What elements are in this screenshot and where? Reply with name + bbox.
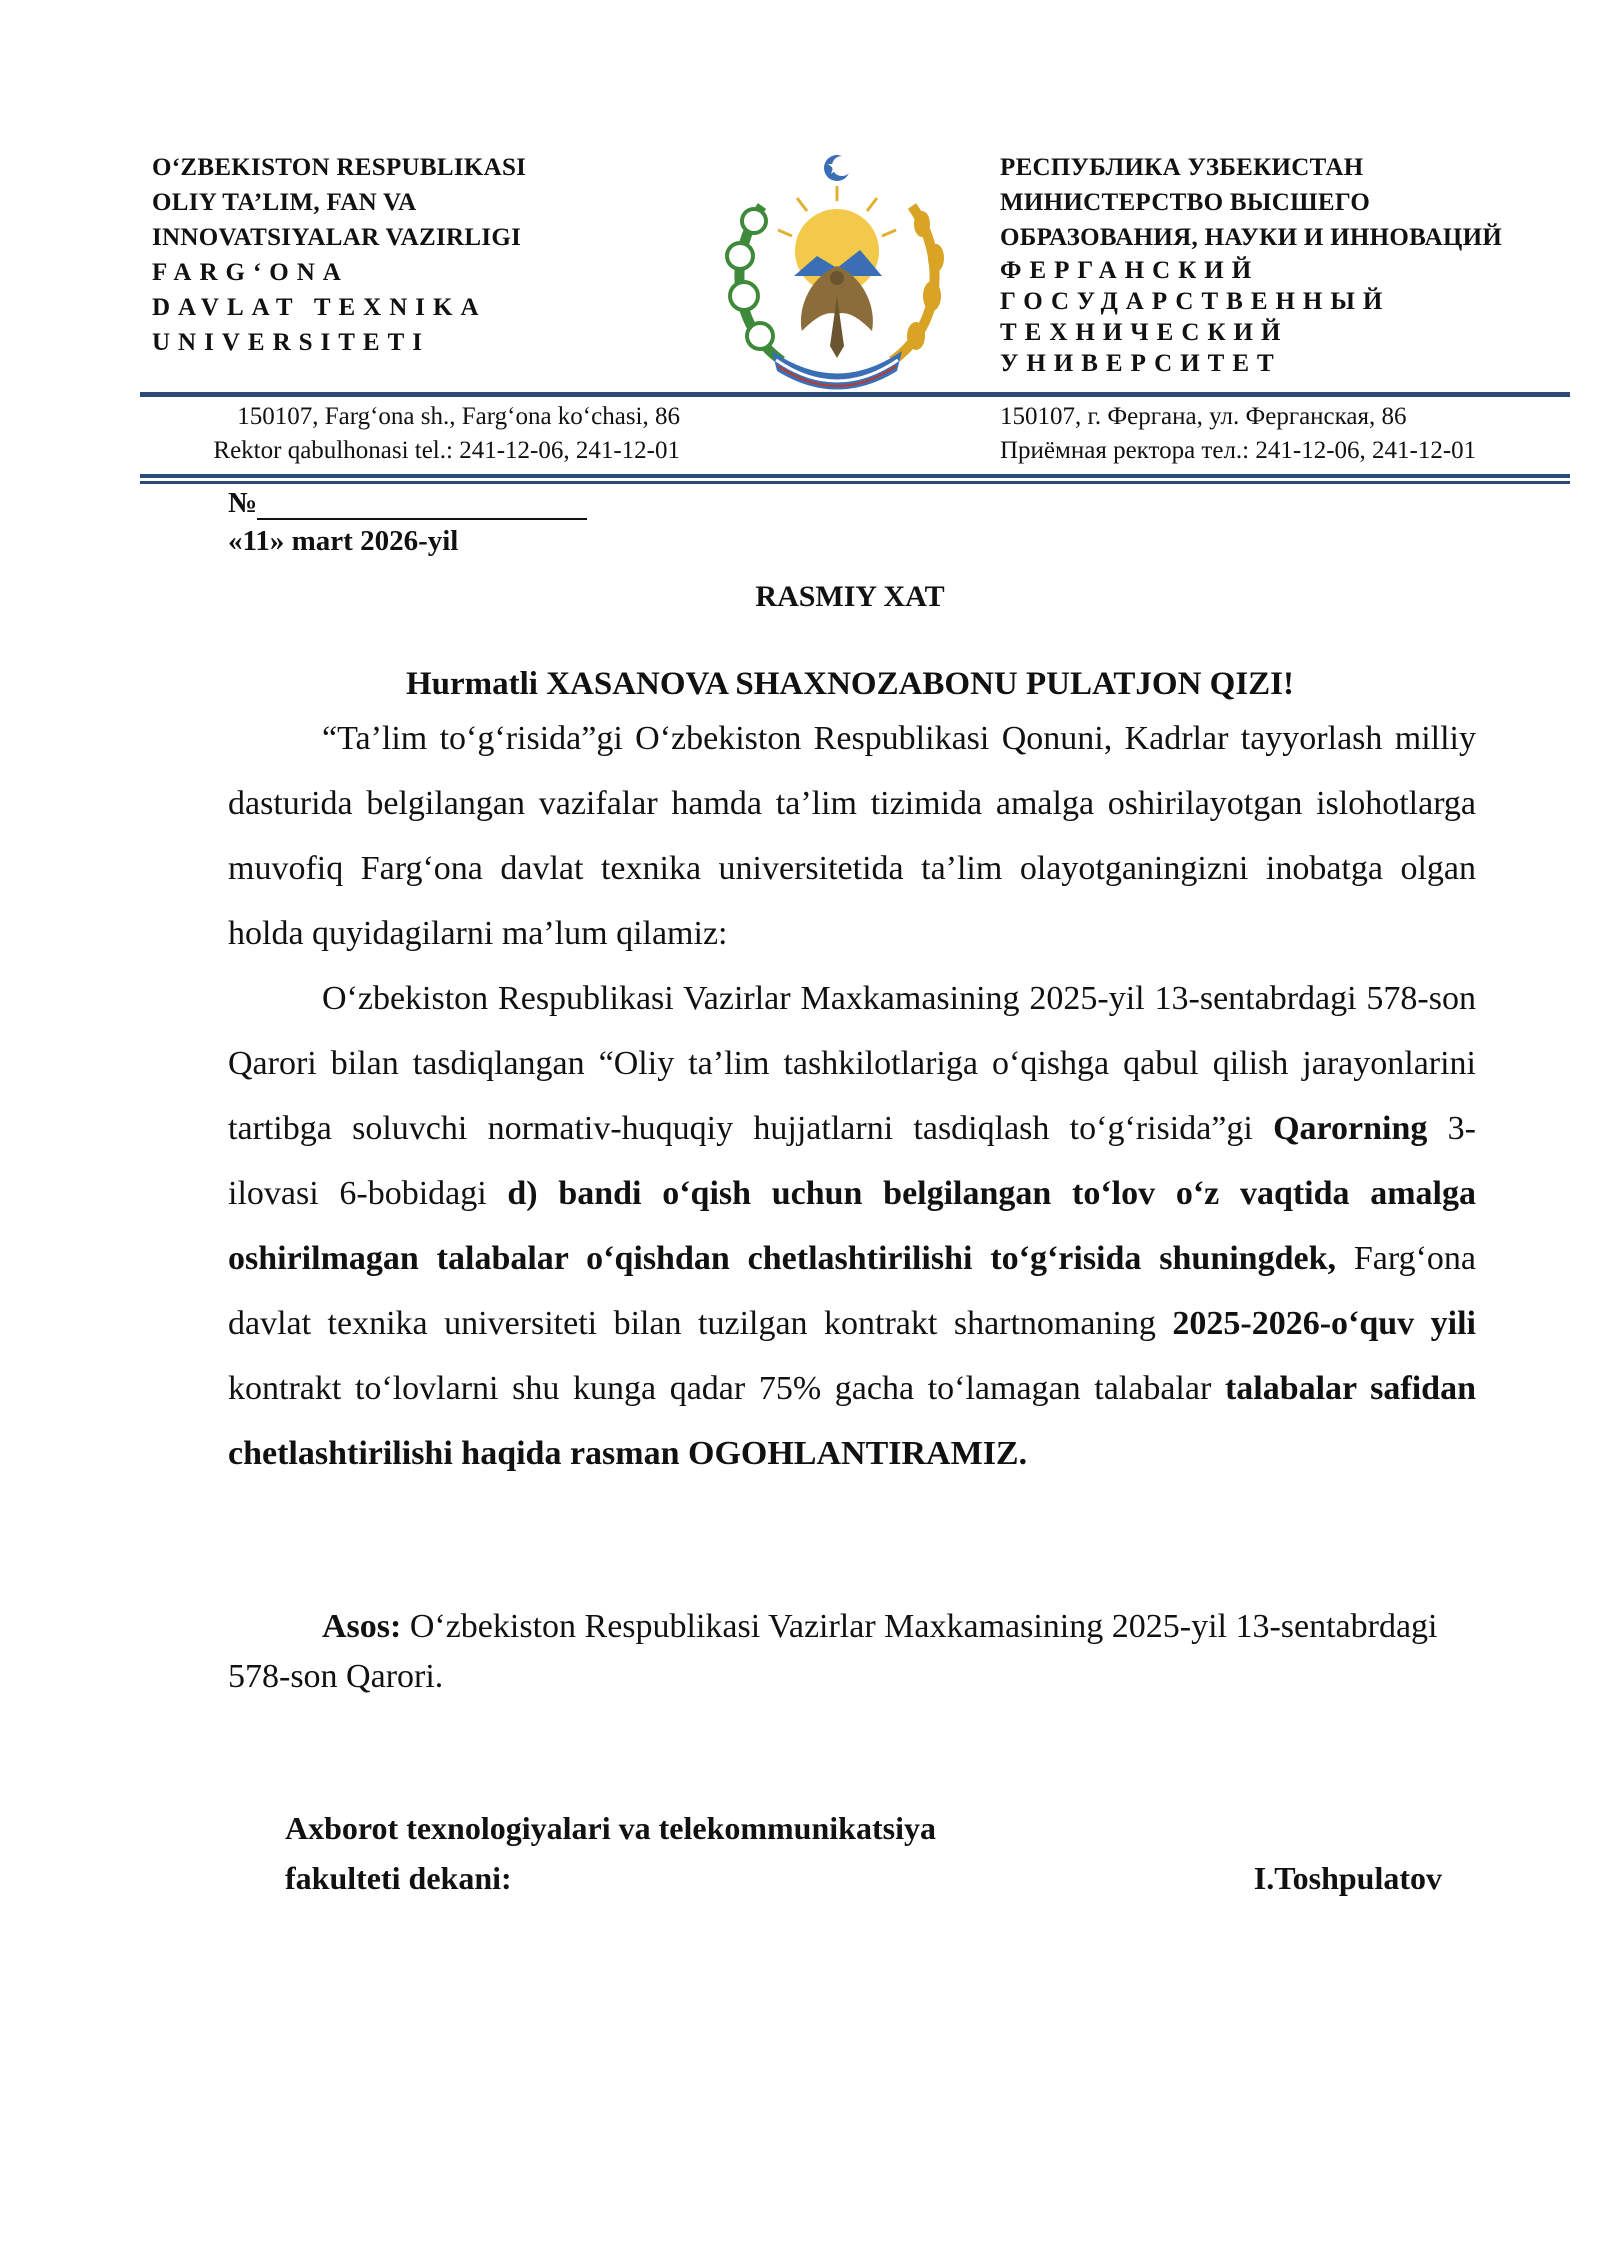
header-right-spaced-line: ТЕХНИЧЕСКИЙ <box>1000 319 1289 346</box>
header-left-spaced-line: FARG‘ONA <box>152 259 349 286</box>
header-right-spaced-line: ФЕРГАНСКИЙ <box>1000 257 1260 284</box>
header-left-spaced-line: DAVLAT TEXNIKA <box>152 294 487 321</box>
header-left-spaced-line: UNIVERSITETI <box>152 329 431 356</box>
address-left-line: Rektor qabulhonasi tel.: 241-12-06, 241-12-01 <box>213 437 680 464</box>
document-type-title: RASMIY XAT <box>755 580 945 613</box>
signer-name: I.Toshpulatov <box>1253 1860 1442 1896</box>
body-paragraph-2-text <box>228 966 1476 1486</box>
document-date: «11» mart 2026-yil <box>228 525 459 557</box>
reference-number-blank <box>257 490 587 520</box>
address-right-line: Приёмная ректора тел.: 241-12-06, 241-12-01 <box>1000 437 1477 464</box>
header-right-block <box>1000 150 1560 379</box>
signer-position-line: fakulteti dekani: <box>285 1860 512 1896</box>
header-left-line: O‘ZBEKISTON RESPUBLIKASI <box>152 154 527 181</box>
para2-bold: Qarorning <box>1273 1110 1428 1147</box>
header-divider-top <box>140 392 1570 397</box>
basis-label: Asos: <box>322 1608 402 1645</box>
header-right-line: ОБРАЗОВАНИЯ, НАУКИ И ИННОВАЦИЙ <box>1000 224 1503 251</box>
address-right <box>1000 400 1570 468</box>
reference-number-label: № <box>228 487 258 519</box>
header-right-line: РЕСПУБЛИКА УЗБЕКИСТАН <box>1000 154 1364 181</box>
address-left-line: 150107, Farg‘ona sh., Farg‘ona ko‘chasi, 86 <box>237 403 680 430</box>
header-left-line: OLIY TA’LIM, FAN VA <box>152 189 417 216</box>
body-paragraph-1 <box>228 706 1476 966</box>
para2-text: O‘zbekiston Respublikasi Vazirlar Maxkamasining 2025-yil 13-sentabrdagi 578-son Qarori bilan tasdiqlangan “Oliy ta’lim tashkilotlariga o‘qishga qabul qilish jarayonlarini tartibga soluvchi normativ-huquqiy hujjatlarni tasdiqlash to‘g‘risida”gi <box>228 980 1476 1147</box>
state-emblem-icon <box>712 146 962 396</box>
para2-bold: 2025-2026-o‘quv yili <box>1172 1305 1476 1342</box>
para2-bold: d) bandi o‘qish uchun belgilangan to‘lov o‘z vaqtida amalga oshirilmagan talabalar o‘qishdan chetlashtirilishi to‘g‘risida shuningdek, <box>228 1175 1477 1277</box>
address-left <box>140 400 700 468</box>
para2-text: 3-ilovasi 6-bobidagi <box>228 1110 1476 1212</box>
body-paragraph-2 <box>228 966 1476 1486</box>
header-left-line: INNOVATSIYALAR VAZIRLIGI <box>152 224 522 251</box>
para2-text: Farg‘ona davlat texnika universiteti bilan tuzilgan kontrakt shartnomaning <box>228 1240 1477 1342</box>
address-divider-line1 <box>140 474 1570 478</box>
header-left-block <box>152 150 712 360</box>
para2-text: kontrakt to‘lovlarni shu kunga qadar 75% gacha to‘lamagan talabalar <box>228 1370 1225 1407</box>
header-right-spaced-line: УНИВЕРСИТЕТ <box>1000 350 1282 377</box>
address-divider-line2 <box>140 481 1570 484</box>
salutation: Hurmatli XASANOVA SHAXNOZABONU PULATJON QIZI! <box>405 666 1295 702</box>
basis-body: O‘zbekiston Respublikasi Vazirlar Maxkamasining 2025-yil 13-sentabrdagi 578-son Qarori. <box>228 1608 1438 1695</box>
reference-number <box>228 487 587 520</box>
header-right-line: МИНИСТЕРСТВО ВЫСШЕГО <box>1000 189 1371 216</box>
header-right-spaced-line: ГОСУДАРСТВЕННЫЙ <box>1000 288 1391 315</box>
basis-section <box>228 1602 1476 1702</box>
address-right-line: 150107, г. Фергана, ул. Ферганская, 86 <box>1000 403 1407 430</box>
body-paragraph-1-text: “Ta’lim to‘g‘risida”gi O‘zbekiston Respublikasi Qonuni, Kadrlar tayyorlash milliy dasturida belgilangan vazifalar hamda ta’lim tizimida amalga oshirilayotgan islohotlarga muvofiq Farg‘ona davlat texnika universitetida ta’lim olayotganingizni inobatga olgan holda quyidagilarni ma’lum qilamiz: <box>228 720 1476 952</box>
para2-bold: talabalar safidan chetlashtirilishi haqida rasman OGOHLANTIRAMIZ. <box>228 1370 1476 1472</box>
signer-position-line: Axborot texnologiyalari va telekommunikatsiya <box>285 1810 936 1846</box>
basis-text <box>228 1602 1476 1702</box>
